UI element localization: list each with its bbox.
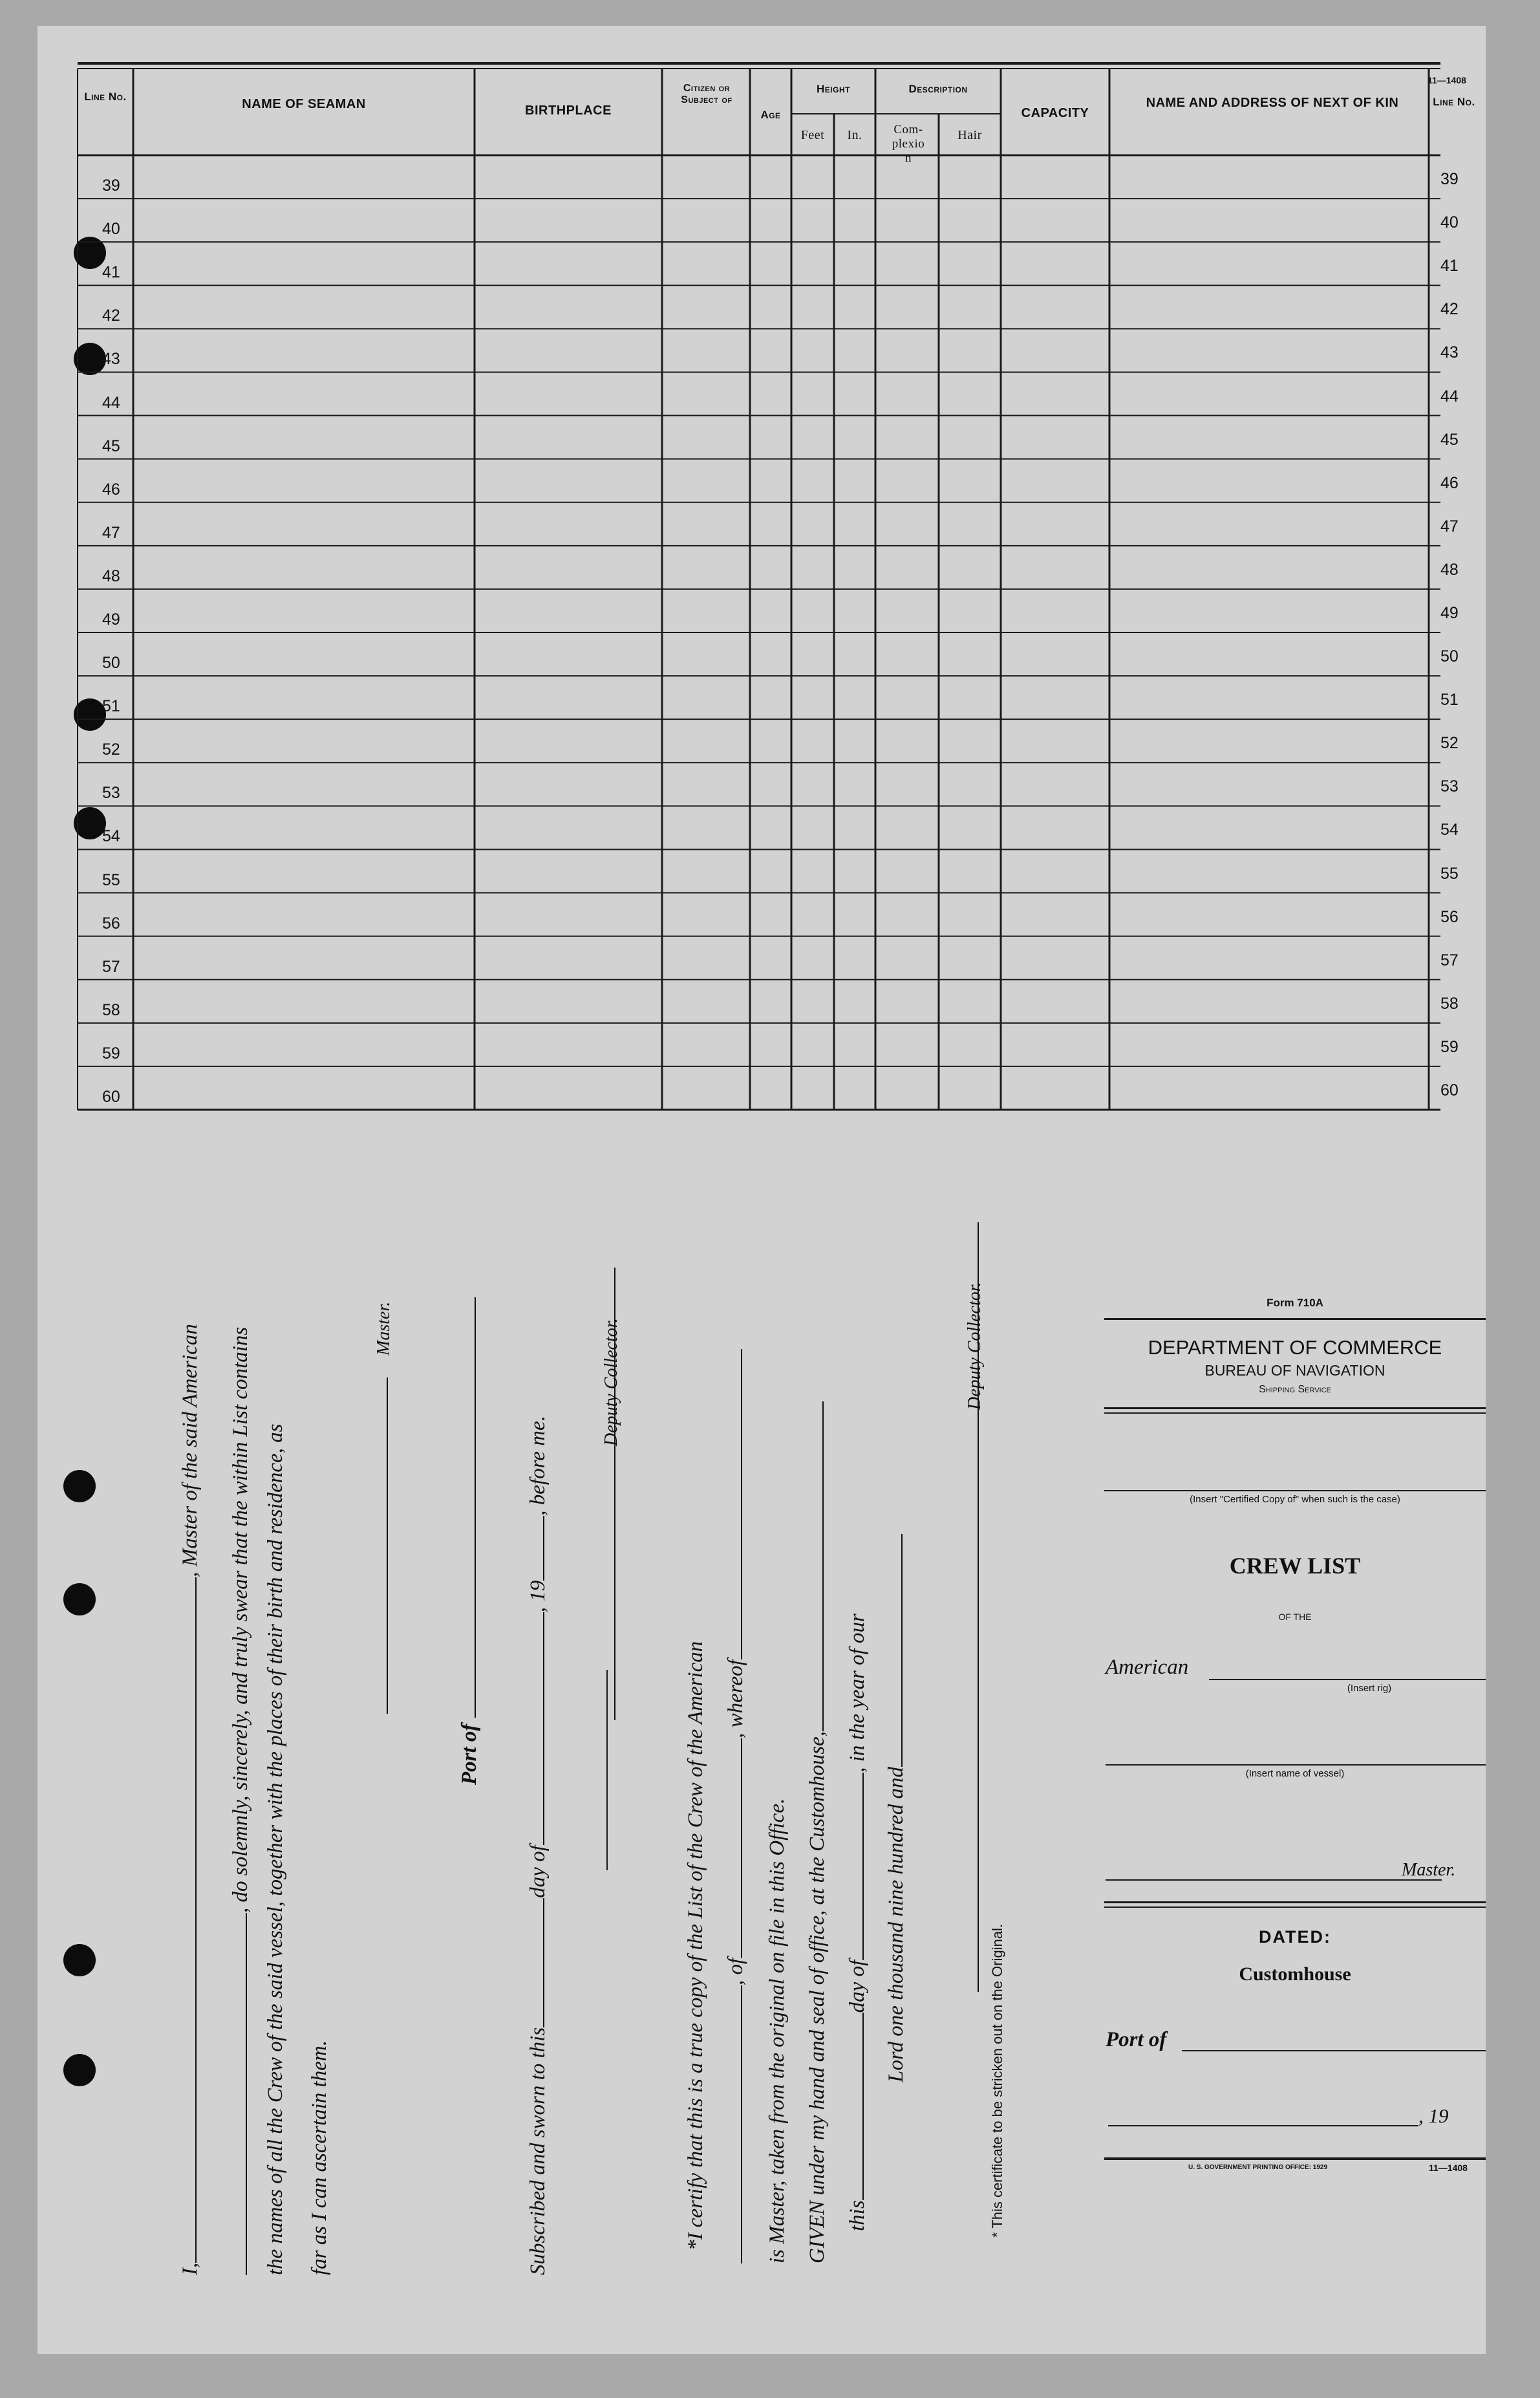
master-label: Master. [374,1301,394,1356]
seal-rule [606,1670,608,1870]
line-number-right: 44 [1440,387,1459,405]
cover-of-the: OF THE [1278,1612,1312,1622]
line-number-right: 52 [1440,734,1459,753]
line-number-right: 54 [1440,821,1459,839]
cover-port-line [1182,2050,1486,2051]
cover-rule-top [1104,1318,1486,1320]
header-citizen: Citizen or Subject of [681,83,733,106]
certified-copy-line [1104,1490,1486,1491]
oath-line-1: I,, Master of the said American [178,1324,202,2275]
master-signature-line [370,1377,394,1714]
line-number-left: 48 [102,567,120,585]
punch-hole [63,1944,96,1976]
line-number-left: 53 [102,784,120,803]
cover-rule-4 [1104,1901,1486,1903]
line-number-right: 48 [1440,560,1459,579]
line-number-right: 60 [1440,1081,1459,1099]
punch-hole [63,1583,96,1615]
cover-rule-5 [1104,1907,1486,1908]
line-number-left: 52 [102,740,120,759]
line-number-left: 59 [102,1044,120,1063]
line-number-left: 54 [102,827,120,846]
line-number-right: 55 [1440,864,1459,883]
line-number-right: 53 [1440,777,1459,796]
line-number-left: 49 [102,610,120,629]
certificate-line-1: *I certify that this is a true copy of the List of the Crew of the American [684,1641,707,2251]
header-hair: Hair [957,128,982,142]
vessel-name-line [1106,1764,1486,1766]
cover-form-number: Form 710A [1267,1297,1323,1309]
oath-port-of: Port of [458,1297,482,1785]
header-capacity: CAPACITY [1021,106,1089,120]
rig-line [1209,1679,1486,1680]
line-number-right: 46 [1440,473,1459,492]
line-number-left: 44 [102,393,120,412]
cover-master-line [1106,1879,1442,1881]
line-number-left: 45 [102,437,120,455]
cover-form-code: 11—1408 [1429,2163,1468,2173]
line-number-left: 42 [102,307,120,325]
header-next-of-kin: NAME AND ADDRESS OF NEXT OF KIN [1146,96,1399,110]
line-number-left: 47 [102,523,120,542]
cover-dated: DATED: [1259,1927,1331,1947]
line-number-right: 51 [1440,691,1459,709]
certificate-line-6: Lord one thousand nine hundred and [884,1534,908,2082]
line-number-left: 46 [102,480,120,499]
form-number-top: 11—1408 [1428,75,1466,85]
cover-master: Master. [1402,1860,1456,1880]
cover-rule-2 [1104,1407,1486,1409]
line-number-right: 41 [1440,257,1459,275]
header-height: Height [817,83,850,95]
line-number-left: 51 [102,697,120,716]
line-number-left: 56 [102,914,120,933]
line-number-left: 40 [102,220,120,239]
line-number-right: 58 [1440,994,1459,1013]
line-number-right: 49 [1440,604,1459,622]
punch-hole [63,1470,96,1502]
header-line-no: Line No. [84,91,127,103]
line-number-left: 58 [102,1000,120,1019]
cover-bureau: BUREAU OF NAVIGATION [1204,1362,1385,1379]
oath-line-4: far as I can ascertain them. [308,2040,331,2275]
cover-department: DEPARTMENT OF COMMERCE [1148,1336,1442,1359]
header-birthplace: BIRTHPLACE [525,103,612,118]
line-number-right: 40 [1440,213,1459,232]
certificate-line-5: thisday of, in the year of our [846,1614,869,2231]
cover-rule-bottom [1104,2157,1486,2160]
crew-list-sheet [37,26,1486,2354]
punch-hole [63,2054,96,2086]
deputy-collector-label-2: Deputy Collector. [965,1282,985,1410]
deputy-collector-label-1: Deputy Collector. [601,1318,621,1446]
line-number-right: 43 [1440,343,1459,362]
line-number-left: 55 [102,870,120,889]
header-name-of-seaman: NAME OF SEAMAN [242,97,366,111]
cover-insert-rig: (Insert rig) [1347,1683,1392,1694]
line-number-right: 39 [1440,170,1459,189]
cover-crew-list-title: CREW LIST [1229,1553,1361,1579]
subscribed-line: Subscribed and sworn to thisday of, 19, before me. [526,1416,550,2275]
line-number-right: 57 [1440,951,1459,969]
line-number-right: 59 [1440,1037,1459,1056]
cover-shipping-service: Shipping Service [1259,1384,1331,1395]
cover-insert-vessel: (Insert name of vessel) [1245,1768,1345,1779]
header-in: In. [847,128,862,142]
line-number-right: 56 [1440,907,1459,926]
cover-insert-certified: (Insert "Certified Copy of" when such is the case) [1190,1494,1400,1505]
line-number-right: 47 [1440,517,1459,535]
line-number-left: 57 [102,957,120,976]
header-feet: Feet [800,128,825,142]
line-number-right: 50 [1440,647,1459,666]
oath-line-3: the names of all the Crew of the said vessel, together with the places of their birth and residence, as [264,1423,287,2275]
certificate-line-3: is Master, taken from the original on file in this Office. [765,1798,789,2263]
line-number-left: 41 [102,263,120,282]
line-number-left: 43 [102,350,120,369]
cover-nineteen: , 19 [1418,2104,1449,2127]
line-number-left: 60 [102,1088,120,1106]
line-number-left: 50 [102,654,120,673]
line-number-right: 42 [1440,300,1459,319]
cover-rule-3 [1104,1412,1486,1414]
cover-customhouse: Customhouse [1239,1963,1351,1985]
certificate-line-2: , of, whereof [724,1349,748,2263]
cover-american: American [1106,1656,1189,1679]
cover-port-of: Port of [1106,2028,1167,2051]
line-number-right: 45 [1440,430,1459,449]
header-description: Description [908,83,968,95]
cover-printing-office: U. S. GOVERNMENT PRINTING OFFICE: 1929 [1188,2164,1328,2171]
header-line-no-right: Line No. [1433,96,1475,108]
certificate-line-4: GIVEN under my hand and seal of office, at the Customhouse, [806,1401,829,2263]
certificate-footnote: * This certificate to be stricken out on the Original. [989,1923,1005,2238]
cover-date-line [1108,2125,1418,2126]
header-age: Age [760,109,781,121]
crew-table-grid [37,26,1486,1125]
line-number-left: 39 [102,177,120,195]
header-complexion: Com-plexion [892,123,925,165]
oath-line-2: , do solemnly, sincerely, and truly swear that the within List contains [229,1327,253,2275]
